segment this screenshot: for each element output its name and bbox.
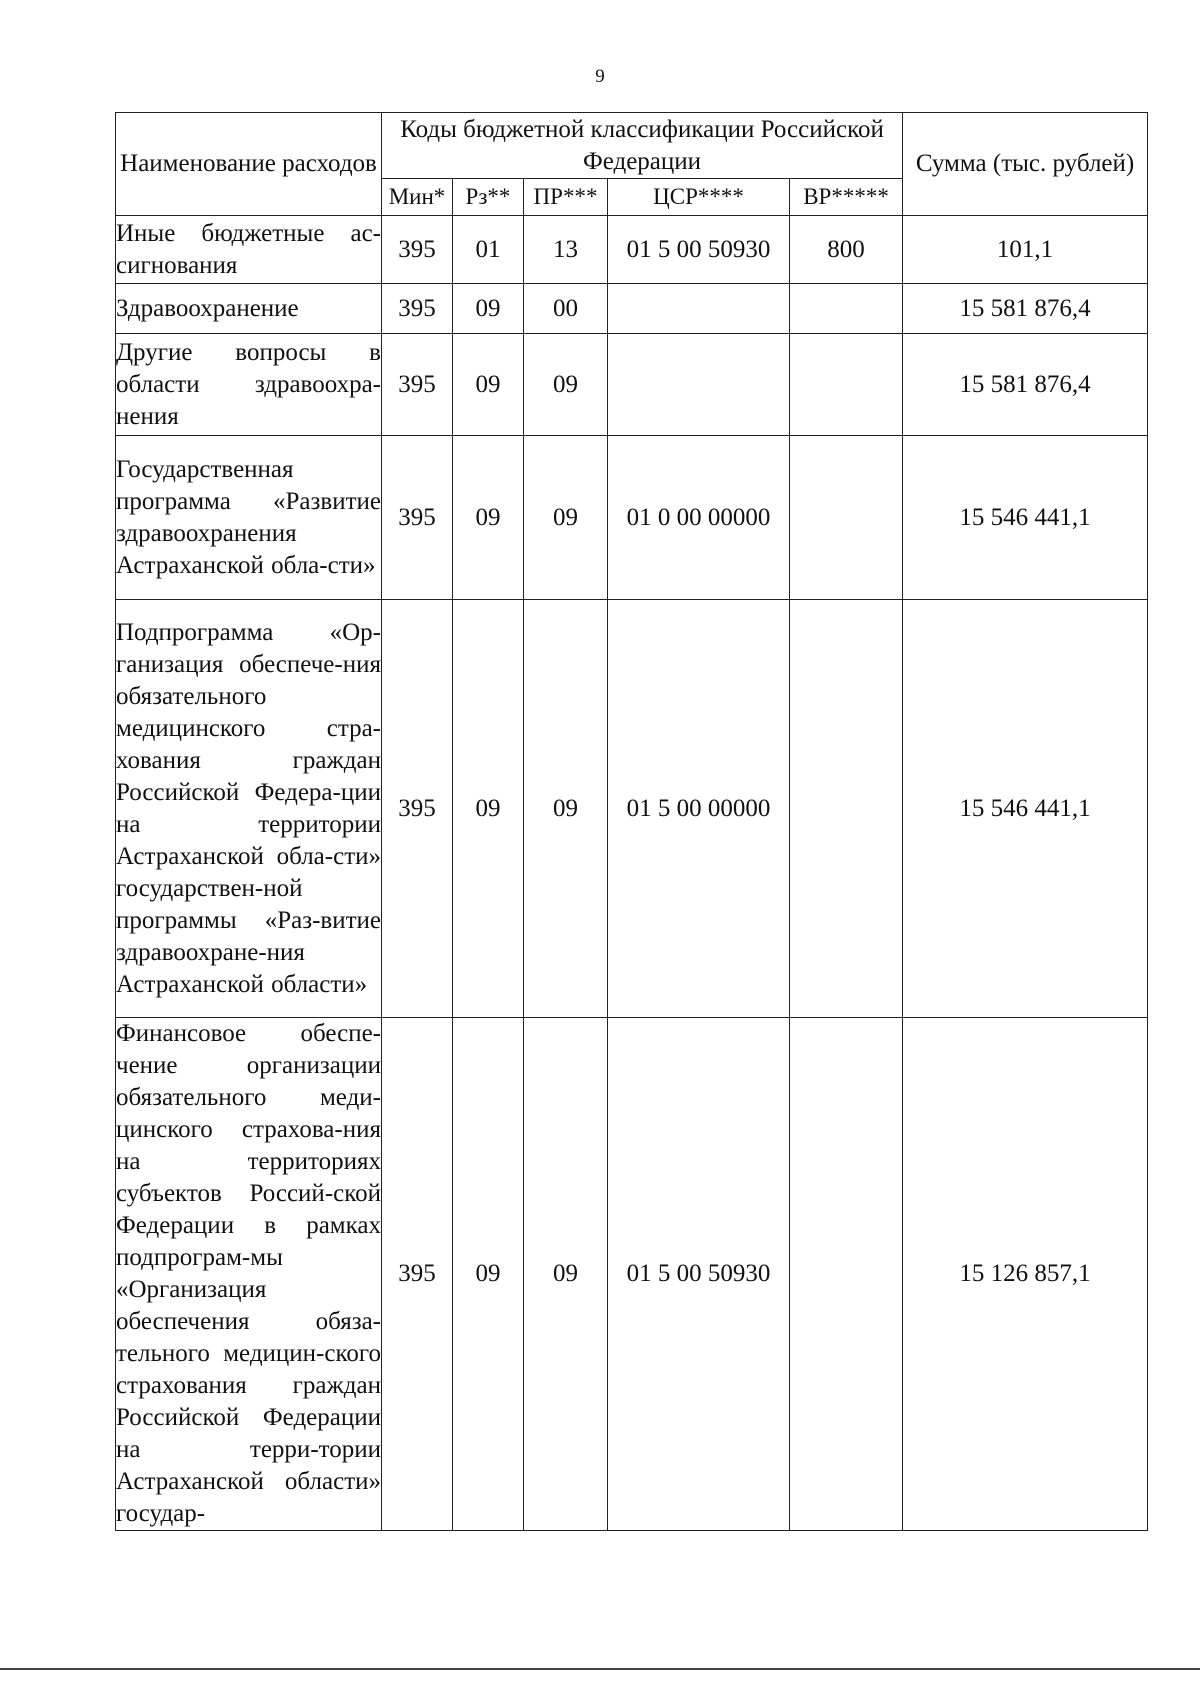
row-rz: 01 bbox=[453, 216, 524, 284]
row-name: Финансовое обеспе-чение организации обязательного меди-цинского страхова-ния на территориях субъектов Россий-ской Федерации в рамках подпрограм-мы «Организация обеспечения обяза-тельного медицин-ского страхования граждан Российской Федерации на терри-тории Астраханской области» государ- bbox=[116, 1018, 382, 1531]
row-csr: 01 5 00 00000 bbox=[608, 600, 790, 1018]
row-vr: 800 bbox=[790, 216, 903, 284]
table-row bbox=[116, 216, 1148, 284]
header-pr: ПР*** bbox=[524, 179, 608, 216]
row-csr: 01 0 00 00000 bbox=[608, 436, 790, 600]
row-sum: 101,1 bbox=[903, 216, 1148, 284]
row-rz: 09 bbox=[453, 334, 524, 436]
row-sum: 15 581 876,4 bbox=[903, 334, 1148, 436]
row-rz: 09 bbox=[453, 1018, 524, 1531]
row-min: 395 bbox=[382, 1018, 453, 1531]
row-sum: 15 126 857,1 bbox=[903, 1018, 1148, 1531]
row-csr bbox=[608, 334, 790, 436]
row-vr bbox=[790, 1018, 903, 1531]
row-min: 395 bbox=[382, 216, 453, 284]
header-name: Наименование расходов bbox=[116, 113, 382, 216]
row-pr: 09 bbox=[524, 334, 608, 436]
header-codes: Коды бюджетной классификации Российской Федерации bbox=[382, 113, 903, 179]
header-csr: ЦСР**** bbox=[608, 179, 790, 216]
row-pr: 09 bbox=[524, 600, 608, 1018]
row-rz: 09 bbox=[453, 436, 524, 600]
row-rz: 09 bbox=[453, 600, 524, 1018]
row-csr: 01 5 00 50930 bbox=[608, 216, 790, 284]
row-min: 395 bbox=[382, 600, 453, 1018]
row-csr bbox=[608, 284, 790, 334]
row-min: 395 bbox=[382, 284, 453, 334]
header-min: Мин* bbox=[382, 179, 453, 216]
table-row bbox=[116, 284, 1148, 334]
table-row bbox=[116, 600, 1148, 1018]
row-vr bbox=[790, 334, 903, 436]
row-min: 395 bbox=[382, 334, 453, 436]
row-name: Иные бюджетные ас-сигнования bbox=[116, 216, 382, 284]
row-pr: 09 bbox=[524, 1018, 608, 1531]
header-vr: ВР***** bbox=[790, 179, 903, 216]
header-rz: Рз** bbox=[453, 179, 524, 216]
row-name: Государственная программа «Развитие здравоохранения Астраханской обла-сти» bbox=[116, 436, 382, 600]
row-name: Другие вопросы в области здравоохра-нения bbox=[116, 334, 382, 436]
row-min: 395 bbox=[382, 436, 453, 600]
row-csr: 01 5 00 50930 bbox=[608, 1018, 790, 1531]
row-vr bbox=[790, 284, 903, 334]
page-number: 9 bbox=[595, 66, 605, 87]
row-sum: 15 546 441,1 bbox=[903, 436, 1148, 600]
row-vr bbox=[790, 436, 903, 600]
row-name: Здравоохранение bbox=[116, 284, 382, 334]
row-sum: 15 546 441,1 bbox=[903, 600, 1148, 1018]
page-bottom-rule bbox=[0, 1668, 1200, 1670]
table-row bbox=[116, 334, 1148, 436]
row-sum: 15 581 876,4 bbox=[903, 284, 1148, 334]
row-name: Подпрограмма «Ор-ганизация обеспече-ния обязательного медицинского стра-хования граждан Российской Федера-ции на территории Астраханской обла-сти» государствен-ной программы «Раз-витие здравоохране-ния Астраханской области» bbox=[116, 600, 382, 1018]
row-pr: 09 bbox=[524, 436, 608, 600]
row-vr bbox=[790, 600, 903, 1018]
budget-table bbox=[115, 112, 1148, 1531]
table-row bbox=[116, 436, 1148, 600]
row-pr: 13 bbox=[524, 216, 608, 284]
row-pr: 00 bbox=[524, 284, 608, 334]
row-rz: 09 bbox=[453, 284, 524, 334]
table-row bbox=[116, 1018, 1148, 1531]
header-sum: Сумма (тыс. рублей) bbox=[903, 113, 1148, 216]
